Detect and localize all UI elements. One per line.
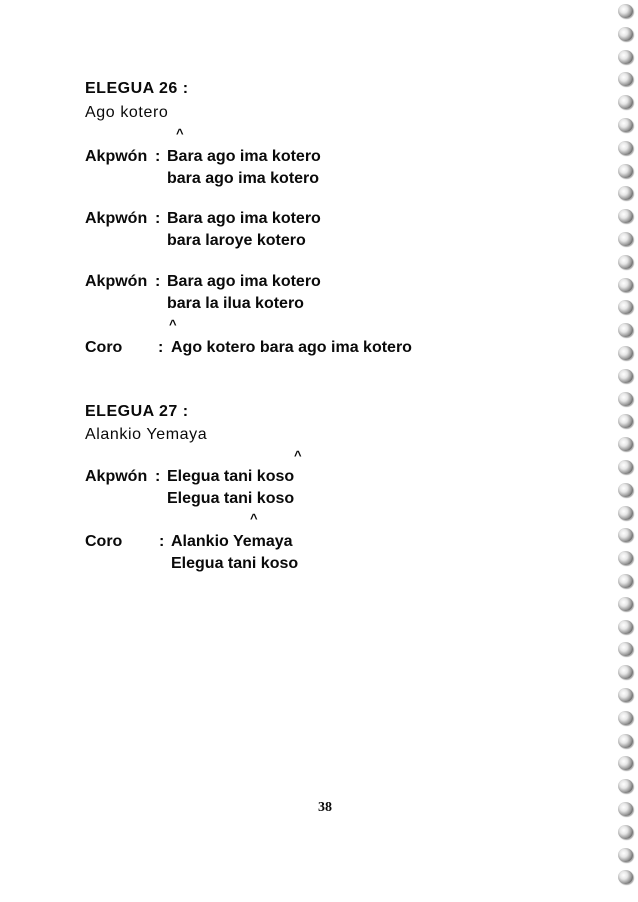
binding-ring <box>618 528 633 542</box>
binding-ring <box>618 95 633 109</box>
lyric-line: Elegua tani koso <box>167 490 295 507</box>
stress-caret: ^ <box>294 448 302 463</box>
lyric-line: Elegua tani koso <box>167 468 295 485</box>
binding-ring <box>618 118 633 132</box>
lyric-line: Bara ago ima kotero <box>167 273 321 290</box>
label-separator: : <box>155 468 161 485</box>
lyric-line: Ago kotero bara ago ima kotero <box>171 339 412 356</box>
binding-ring <box>618 779 633 793</box>
binding-ring <box>618 392 633 406</box>
song-subtitle: Ago kotero <box>85 104 169 121</box>
lyric-line: Alankio Yemaya <box>171 533 293 550</box>
binding-ring <box>618 437 633 451</box>
binding-ring <box>618 255 633 269</box>
binding-ring <box>618 27 633 41</box>
binding-ring <box>618 300 633 314</box>
binding-ring <box>618 688 633 702</box>
label-separator: : <box>155 210 161 227</box>
binding-ring <box>618 232 633 246</box>
stress-caret: ^ <box>176 126 184 141</box>
song-heading: ELEGUA 26 : <box>85 80 189 97</box>
binding-ring <box>618 825 633 839</box>
binding-ring <box>618 597 633 611</box>
binding-ring <box>618 665 633 679</box>
binding-ring <box>618 711 633 725</box>
chorus-label: Coro <box>85 533 123 550</box>
binding-ring <box>618 756 633 770</box>
binding-ring <box>618 186 633 200</box>
lyric-line: Bara ago ima kotero <box>167 148 321 165</box>
stress-caret: ^ <box>250 511 258 526</box>
binding-ring <box>618 346 633 360</box>
binding-ring <box>618 802 633 816</box>
singer-label: Akpwón <box>85 210 148 227</box>
binding-ring <box>618 164 633 178</box>
lyric-line: bara la ilua kotero <box>167 295 304 312</box>
binding-ring <box>618 323 633 337</box>
binding-ring <box>618 4 633 18</box>
singer-label: Akpwón <box>85 273 148 290</box>
singer-label: Akpwón <box>85 148 148 165</box>
binding-ring <box>618 734 633 748</box>
binding-ring <box>618 278 633 292</box>
binding-ring <box>618 848 633 862</box>
page-number: 38 <box>318 800 332 815</box>
label-separator: : <box>159 533 165 550</box>
binding-ring <box>618 870 633 884</box>
binding-ring <box>618 369 633 383</box>
binding-ring <box>618 574 633 588</box>
binding-ring <box>618 506 633 520</box>
singer-label: Akpwón <box>85 468 148 485</box>
song-subtitle: Alankio Yemaya <box>85 426 208 443</box>
binding-ring <box>618 620 633 634</box>
binding-ring <box>618 483 633 497</box>
chorus-label: Coro <box>85 339 123 356</box>
binding-ring <box>618 72 633 86</box>
label-separator: : <box>158 339 164 356</box>
binding-ring <box>618 209 633 223</box>
lyric-line: Bara ago ima kotero <box>167 210 321 227</box>
label-separator: : <box>155 148 161 165</box>
stress-caret: ^ <box>169 317 177 332</box>
label-separator: : <box>155 273 161 290</box>
lyric-line: bara ago ima kotero <box>167 170 320 187</box>
binding-ring <box>618 460 633 474</box>
spiral-binding <box>608 0 638 902</box>
binding-ring <box>618 50 633 64</box>
song-heading: ELEGUA 27 : <box>85 403 189 420</box>
lyric-line: Elegua tani koso <box>171 555 299 572</box>
binding-ring <box>618 642 633 656</box>
binding-ring <box>618 141 633 155</box>
binding-ring <box>618 414 633 428</box>
lyric-line: bara laroye kotero <box>167 232 306 249</box>
binding-ring <box>618 551 633 565</box>
